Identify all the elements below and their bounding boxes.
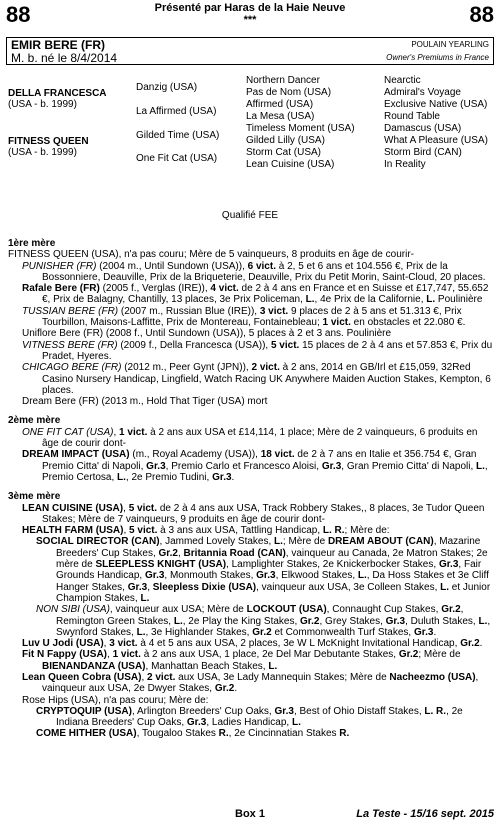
grade: L. R. xyxy=(322,525,345,537)
pedigree-dam-info: (USA - b. 1999) xyxy=(8,147,77,158)
grade: R. xyxy=(339,728,350,740)
produce-detail: , xyxy=(141,671,148,683)
grade: R. xyxy=(218,728,229,740)
grade: Gr.3 xyxy=(186,717,207,729)
grade: Gr.3 xyxy=(385,615,406,627)
produce-name: VITNESS BERE (FR) xyxy=(22,339,118,351)
pedigree-gen3-6: Gilded Lilly (USA) xyxy=(246,135,325,146)
pedigree-gen4-1: Nearctic xyxy=(384,75,421,86)
grade: L. xyxy=(478,615,488,627)
produce-detail: , Ladies Handicap, xyxy=(206,717,292,729)
first-dam-produce-1 xyxy=(8,261,494,284)
produce-name: CHICAGO BERE (FR) xyxy=(22,362,122,374)
grade: Gr.2 xyxy=(441,604,461,616)
pedigree-gen2-1: Danzig (USA) xyxy=(136,82,198,93)
grand-produce-social-director xyxy=(8,536,494,604)
pedigree-gen3-7: Storm Cat (USA) xyxy=(246,147,322,158)
produce-detail: , vainqueur aux USA, 2e Dwyer Stakes, xyxy=(42,671,479,695)
second-dam-title: 2ème mère xyxy=(8,415,61,427)
grand-produce-come-hither xyxy=(8,728,494,739)
pedigree-gen3-8: Lean Cuisine (USA) xyxy=(246,159,335,170)
footer xyxy=(0,808,500,822)
pedigree-gen4-3: Exclusive Native (USA) xyxy=(384,99,488,110)
grade: Gr.3 xyxy=(146,460,166,472)
grade: L. xyxy=(426,294,436,306)
produce-detail: , xyxy=(177,547,184,559)
produce-detail: 15 places de 2 à 4 ans et 57.853 €, Prix du Pradet, Hyeres. xyxy=(42,339,493,362)
produce-detail: , Manhattan Beach Stakes, xyxy=(145,660,269,672)
horse-name: EMIR BERE (FR) xyxy=(11,38,105,52)
pedigree-gen3-5: Timeless Moment (USA) xyxy=(246,123,355,134)
produce-detail: , Tougaloo Stakes xyxy=(136,728,219,740)
dam-line-text xyxy=(8,236,494,740)
produce-detail: , Arlington Breeders' Cup Oaks, xyxy=(131,705,275,717)
produce-detail: (2004 m., Until Sundown (USA)), xyxy=(96,260,248,272)
produce-detail: , Connaught Cup Stakes, xyxy=(326,604,442,616)
produce-detail: . xyxy=(433,626,437,638)
produce-detail: ; Mère de xyxy=(418,649,461,661)
produce-name: PUNISHER (FR) xyxy=(22,260,97,272)
produce-detail: à 4 et 5 ans aux USA, 2 places, 3e W L McKnight Invitational Handicap, xyxy=(137,638,461,650)
produce-name: Sleepless Dixie (USA) xyxy=(152,581,257,593)
grand-produce-non-sibi xyxy=(8,604,494,638)
pedigree-sire-info: (USA - b. 1999) xyxy=(8,99,77,110)
produce-detail: en obstacles et 22.080 €. xyxy=(350,317,466,329)
first-dam-produce-6 xyxy=(8,362,494,396)
produce-detail: . xyxy=(231,471,235,483)
grade: L. xyxy=(305,294,315,306)
produce-detail: (2005 f., Verglas (IRE)), xyxy=(99,283,211,295)
produce-detail: , Monmouth Stakes, xyxy=(164,570,257,582)
pedigree-gen3-4: La Mesa (USA) xyxy=(246,111,315,122)
dam-detail: , xyxy=(123,502,129,514)
wins: 1 vict. xyxy=(112,649,141,661)
pedigree-gen2-3: Gilded Time (USA) xyxy=(136,130,220,141)
produce-detail: . xyxy=(234,683,238,695)
pedigree-gen3-2: Pas de Nom (USA) xyxy=(246,87,332,98)
grade: Gr.2 xyxy=(214,683,235,695)
pedigree-gen4-6: What A Pleasure (USA) xyxy=(384,135,488,146)
wins: 5 vict. xyxy=(128,502,158,514)
produce-detail: , xyxy=(107,649,113,661)
produce-detail: Poulinière xyxy=(435,294,483,306)
grade: L. xyxy=(136,626,146,638)
produce-detail: à 2, 5 et 6 ans et 104.556 €, Prix de la Bossonniere, Deauville, Prix de la Briqueterie, Deauville, Prix du Petit Morin, Saint-Cloud, 20 places. xyxy=(42,260,486,283)
horse-category: POULAIN YEARLING xyxy=(411,40,489,49)
produce-name: LOCKOUT (USA) xyxy=(246,604,327,616)
third-dam-produce-rose-hips: Rose Hips (USA), n'a pas couru; Mère de: xyxy=(22,694,209,706)
first-dam-produce-2 xyxy=(8,283,494,306)
produce-detail: , Mazarine Breeders' Cup Stakes, xyxy=(56,536,481,559)
wins: 3 vict. xyxy=(109,638,138,650)
first-dam-produce-3 xyxy=(8,306,494,329)
produce-name: Britannia Road (CAN) xyxy=(183,547,286,559)
grade: Gr.3 xyxy=(256,570,276,582)
produce-detail: , 2e Cincinnatian Stakes xyxy=(228,728,340,740)
produce-detail: , 2e Premio Tudini, xyxy=(125,471,213,483)
first-dam-intro: FITNESS QUEEN (USA), n'a pas couru; Mère de 5 vainqueurs, 8 produits en âge de courir- xyxy=(8,249,414,261)
grade: Gr.3 xyxy=(321,460,342,472)
produce-name: SOCIAL DIRECTOR (CAN) xyxy=(36,536,160,548)
dam-detail: , xyxy=(113,426,120,438)
pedigree-gen4-7: Storm Bird (CAN) xyxy=(384,147,462,158)
dam-detail: à 2 ans aux USA et £14,114, 1 place; Mère de 2 vainqueurs, 6 produits en âge de courir dont- xyxy=(42,426,478,450)
grade: L. xyxy=(476,460,485,472)
pedigree-gen4-4: Round Table xyxy=(384,111,440,122)
qualification: Qualifié FEE xyxy=(221,210,279,221)
produce-detail: à 2 ans aux USA, 1 place, 2e Del Mar Debutante Stakes, xyxy=(140,649,399,661)
produce-detail: (2007 m., Russian Blue (IRE)), xyxy=(118,305,260,317)
produce-detail: et Commonwealth Turf Stakes, xyxy=(271,626,414,638)
wins: 5 vict. xyxy=(270,339,300,351)
second-dam-intro xyxy=(8,427,494,450)
third-dam-produce-fit-n-fappy xyxy=(8,649,494,672)
venue-date: La Teste - 15/16 sept. 2015 xyxy=(356,808,494,820)
produce-name: Luv U Jodi (USA) xyxy=(22,638,104,650)
produce-name: Lean Queen Cobra (USA) xyxy=(22,671,142,683)
produce-detail: ; Mère de xyxy=(282,536,328,548)
lot-number-right: 88 xyxy=(469,2,494,27)
produce-detail: , Gran Premio Citta' di Napoli, xyxy=(341,460,477,472)
produce-detail: . xyxy=(479,638,483,650)
owners-premium: Owner's Premiums in France xyxy=(386,53,489,62)
wins: 4 vict. xyxy=(210,283,239,295)
produce-detail: , 2e Indiana Breeders' Cup Oaks, xyxy=(56,705,463,729)
produce-detail: , vainqueur aux USA, 3e Colleen Stakes, xyxy=(256,581,441,593)
produce-detail: , 2e Play the King Stakes, xyxy=(182,615,301,627)
pedigree-gen4-8: In Reality xyxy=(384,159,426,170)
produce-detail: et Junior Champion Stakes, xyxy=(56,581,491,604)
wins: 2 vict. xyxy=(147,671,176,683)
grade: L. xyxy=(274,536,283,548)
produce-detail: , Lamplighter Stakes, 2e Knickerbocker Stakes, xyxy=(226,559,439,571)
produce-detail: , vainqueur au Canada, 2e Matron Stakes; 2e mère de xyxy=(56,547,488,571)
first-dam-produce-7: Dream Bere (FR) (2013 m., Hold That Tiger (USA) mort xyxy=(22,396,268,408)
wins: 1 vict. xyxy=(322,317,351,329)
produce-detail: , xyxy=(147,581,153,593)
second-dam-produce-1 xyxy=(8,449,494,483)
produce-name: Nacheezmo (USA) xyxy=(389,671,476,683)
grade: L. xyxy=(440,581,450,593)
horse-id-box xyxy=(6,37,494,65)
produce-detail: (m., Royal Academy (USA)), xyxy=(129,449,261,461)
third-dam-intro xyxy=(8,503,494,526)
produce-detail: , Duluth Stakes, xyxy=(405,615,479,627)
produce-detail: à 2 ans, 2014 en GB/Irl et £15,059, 32Red Casino Nursery Handicap, Lingfield, Watch Racing UK Anywhere Maiden Auction Stakes, Kempton, 6 places. xyxy=(42,362,491,396)
produce-name: TUSSIAN BERE (FR) xyxy=(22,305,119,317)
wins: 2 vict. xyxy=(251,362,280,374)
pedigree-gen3-3: Affirmed (USA) xyxy=(246,99,314,110)
grade: Gr.2 xyxy=(460,638,480,650)
produce-name: DREAM ABOUT (CAN) xyxy=(327,536,434,548)
grade: Gr.3 xyxy=(274,705,294,717)
wins: 1 vict. xyxy=(119,426,148,438)
dam-name: ONE FIT CAT (USA) xyxy=(22,426,114,438)
produce-detail: , Fair Grounds Handicap, xyxy=(56,559,482,582)
pedigree-gen4-2: Admiral's Voyage xyxy=(384,87,461,98)
grade: Gr.3 xyxy=(127,581,148,593)
grade: Gr.2 xyxy=(398,649,419,661)
third-dam-produce-lean-queen-cobra xyxy=(8,672,494,695)
produce-detail: , xyxy=(103,638,110,650)
produce-detail: , Premio Certosa, xyxy=(42,460,488,483)
pedigree-gen3-1: Northern Dancer xyxy=(246,75,320,86)
pedigree-gen2-4: One Fit Cat (USA) xyxy=(136,153,218,164)
grade: L. xyxy=(117,471,126,483)
produce-name: CRYPTOQUIP (USA) xyxy=(36,705,132,717)
grade: L. xyxy=(268,660,278,672)
produce-detail: , Da Hoss Stakes et 3e Cliff Hanger Stakes, xyxy=(56,570,489,593)
produce-detail: ; Mère de: xyxy=(344,525,390,537)
produce-detail: , 4e Prix de la Californie, xyxy=(314,294,427,306)
grade: L. xyxy=(357,570,367,582)
produce-detail: , Swynford Stakes, xyxy=(56,615,491,638)
dam-name: LEAN CUISINE (USA) xyxy=(22,502,124,514)
presenter-line: Présenté par Haras de la Haie Neuve xyxy=(154,2,346,14)
grand-produce-cryptoquip xyxy=(8,706,494,729)
first-dam-produce-5 xyxy=(8,340,494,363)
pedigree-sire-name: DELLA FRANCESCA xyxy=(8,88,107,99)
produce-name: COME HITHER (USA) xyxy=(36,728,137,740)
wins: 6 vict. xyxy=(247,260,276,272)
grade: Gr.2 xyxy=(300,615,320,627)
produce-detail: (2009 f., Della Francesca (USA)), xyxy=(117,339,271,351)
grade: Gr.3 xyxy=(413,626,434,638)
produce-detail: , Premio Carlo et Francesco Aloisi, xyxy=(165,460,322,472)
produce-detail: , Grey Stakes, xyxy=(319,615,386,627)
produce-name: BIENANDANZA (USA) xyxy=(42,660,146,672)
grade: Gr.3 xyxy=(438,559,459,571)
grade: Gr.3 xyxy=(212,471,232,483)
wins: 3 vict. xyxy=(259,305,289,317)
lot-number-left: 88 xyxy=(6,2,31,27)
produce-detail: , Jammed Lovely Stakes, xyxy=(159,536,275,548)
produce-name: HEALTH FARM (USA) xyxy=(22,525,124,537)
produce-detail: , Elkwood Stakes, xyxy=(275,570,358,582)
third-dam-produce-luv-u-jodi xyxy=(8,638,494,649)
grade: L. xyxy=(291,717,301,729)
produce-name: SLEEPLESS KNIGHT (USA) xyxy=(95,559,227,571)
grade: Gr.3 xyxy=(144,570,165,582)
produce-name: Fit N Fappy (USA) xyxy=(22,649,107,661)
first-dam-title: 1ère mère xyxy=(8,238,56,249)
produce-detail: , vainqueur aux USA; Mère de xyxy=(109,604,247,616)
produce-name: NON SIBI (USA) xyxy=(36,604,110,616)
wins: 5 vict. xyxy=(129,525,158,537)
grade: L. xyxy=(173,615,183,627)
wins: 18 vict. xyxy=(260,449,295,461)
pedigree-gen4-5: Damascus (USA) xyxy=(384,123,462,134)
produce-detail: 9 places de 2 à 5 ans et 51.313 €, Prix Tourbillon, Maisons-Laffitte, Prix de Montereau, Fontainebleau; xyxy=(42,305,462,329)
stars: *** xyxy=(243,14,257,26)
dam-detail: de 2 à 4 ans aux USA, Track Robbery Stakes,, 8 places, 3e Tudor Queen Stakes; Mère de 7 vainqueurs, 9 produits en âge de courir dont- xyxy=(42,502,485,525)
third-dam-produce-health-farm xyxy=(8,525,494,536)
produce-name: Rafale Bere (FR) xyxy=(22,283,100,295)
grade: Gr.2 xyxy=(252,626,272,638)
produce-detail: (2012 m., Peer Gynt (JPN)), xyxy=(121,362,252,374)
produce-detail: à 3 ans aux USA, Tattling Handicap, xyxy=(157,525,323,537)
produce-detail: , 3e Highlander Stakes, xyxy=(145,626,253,638)
box-label: Box 1 xyxy=(235,808,265,820)
first-dam-produce-4: Uniflore Bere (FR) (2008 f., Until Sundown (USA)), 5 places à 2 et 3 ans. Poulinière xyxy=(22,328,392,340)
grade: Gr.2 xyxy=(158,547,178,559)
grade: L. xyxy=(140,592,150,604)
third-dam-title: 3ème mère xyxy=(8,491,61,503)
produce-detail: , Best of Ohio Distaff Stakes, xyxy=(293,705,425,717)
produce-name: DREAM IMPACT (USA) xyxy=(22,449,130,461)
produce-detail: , Remington Green Stakes, xyxy=(56,604,464,627)
produce-detail: de 2 à 7 ans en Italie et 356.754 €, Gran Premio Citta' di Napoli, xyxy=(42,449,477,472)
grade: L. R. xyxy=(424,705,447,717)
produce-detail: , xyxy=(123,525,130,537)
horse-birth: M. b. né le 8/4/2014 xyxy=(11,51,118,65)
pedigree-gen2-2: La Affirmed (USA) xyxy=(136,106,217,117)
produce-detail: de 2 à 4 ans en France et en Suisse et £17,747, 55.652 €, Prix de Balagny, Chantilly, 13 places, 3e Prix Policeman, xyxy=(42,283,489,306)
produce-detail: aux USA, 3e Lady Mannequin Stakes; Mère de xyxy=(175,671,390,683)
pedigree-dam-name: FITNESS QUEEN xyxy=(8,136,89,147)
